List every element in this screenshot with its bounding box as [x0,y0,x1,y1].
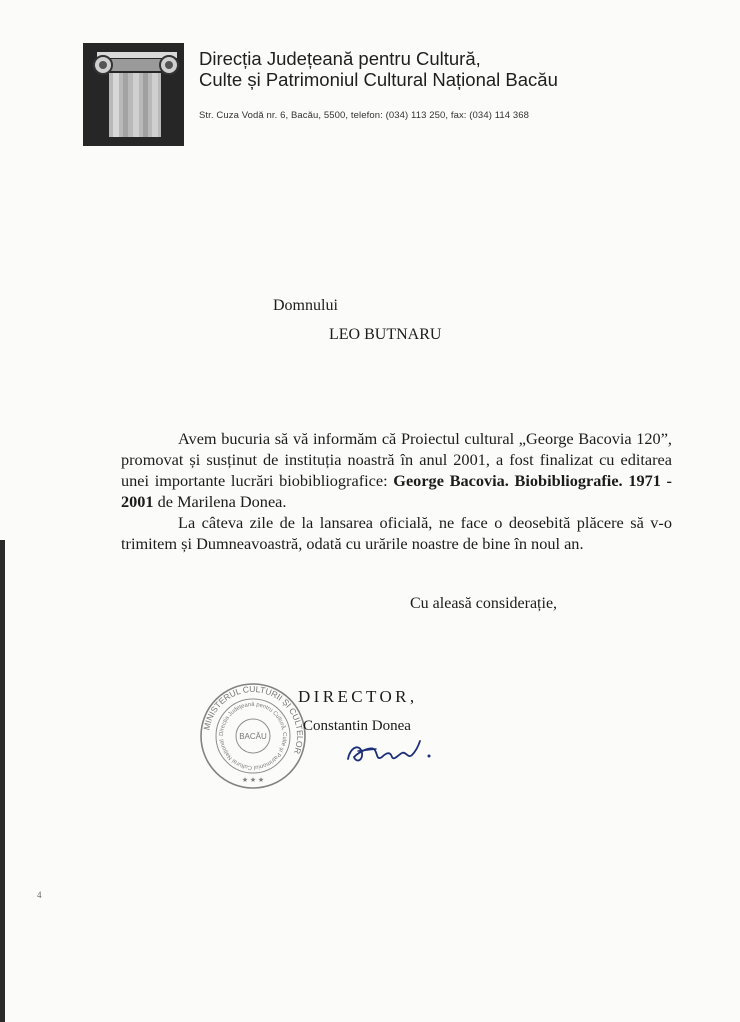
book-title: George Bacovia. Biobibliografie. 1971 - 2001 [121,471,672,511]
paragraph-2: La câteva zile de la lansarea oficială, ne face o deosebită plăcere să v-o trimitem și Dumneavoastră, odată cu urările noastre de bine în noul an. [121,513,672,553]
stamp-stars: ★ ★ ★ [241,776,265,784]
letter-body [121,428,672,554]
stamp-center-text: BACĂU [239,732,267,741]
signatory-title: DIRECTOR, [298,687,418,706]
scan-edge [0,540,5,1022]
closing-formula: Cu aleasă considerație, [410,595,558,612]
org-name-line-2: Culte și Patrimoniul Cultural Național Bacău [199,69,558,90]
stamp-outer-text: MINISTERUL CULTURII ȘI CULTELOR [201,683,306,756]
page-mark: 4 [37,890,42,900]
signatory-name: Constantin Donea [303,718,411,734]
institution-logo [83,43,184,146]
organization-address: Str. Cuza Vodă nr. 6, Bacău, 5500, telefon: (034) 113 250, fax: (034) 114 368 [199,110,530,121]
paragraph-1-text: Avem bucuria să vă informăm că Proiectul cultural „George Bacovia 120”, promovat și susținut de instituția noastră în anul 2001, a fost finalizat cu editarea unei importante lucrări biobibliografice: [121,429,672,490]
organization-name [199,48,558,90]
paragraph-1 [121,428,672,512]
org-name-line-1: Direcția Județeană pentru Cultură, [199,48,481,69]
official-stamp [198,681,308,791]
handwritten-signature [340,733,440,773]
salutation: Domnului [273,297,338,314]
recipient-name: LEO BUTNARU [329,326,442,343]
paragraph-1-end: de Marilena Donea. [153,492,287,511]
stamp-inner-text: Direcția Județeană pentru Cultură, Culte și Patrimoniul Cultural Național [218,701,288,771]
